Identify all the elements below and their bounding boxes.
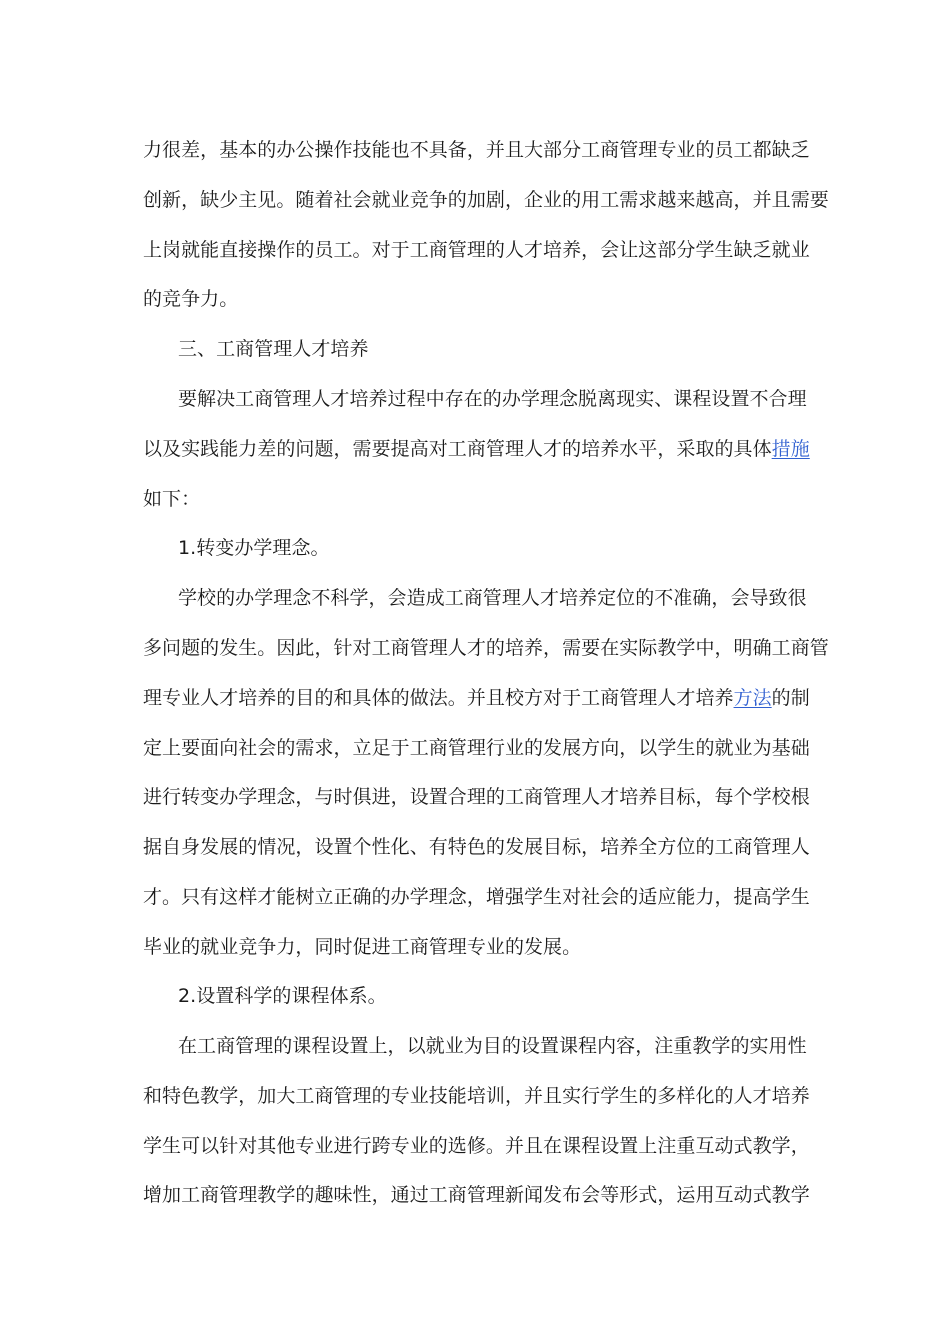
subsection-heading: 1.转变办学理念。 xyxy=(178,537,330,559)
body-line: 增加工商管理教学的趣味性，通过工商管理新闻发布会等形式，运用互动式教学 xyxy=(143,1184,810,1206)
line-text: 理专业人才培养的目的和具体的做法。并且校方对于工商管理人才培养 xyxy=(143,687,734,709)
measures-link[interactable]: 措施 xyxy=(771,438,810,460)
body-line xyxy=(143,683,810,713)
method-link[interactable]: 方法 xyxy=(733,687,772,709)
body-line: 进行转变办学理念，与时俱进，设置合理的工商管理人才培养目标，每个学校根 xyxy=(143,786,810,808)
body-line: 的竞争力。 xyxy=(143,288,239,310)
body-line: 多问题的发生。因此，针对工商管理人才的培养，需要在实际教学中，明确工商管 xyxy=(143,637,829,659)
body-line: 力很差，基本的办公操作技能也不具备，并且大部分工商管理专业的员工都缺乏 xyxy=(143,139,810,161)
body-line: 如下： xyxy=(143,488,201,510)
body-line: 定上要面向社会的需求，立足于工商管理行业的发展方向，以学生的就业为基础 xyxy=(143,737,810,759)
line-text: 的制 xyxy=(771,687,810,709)
subsection-heading: 2.设置科学的课程体系。 xyxy=(178,985,387,1007)
body-line: 和特色教学，加大工商管理的专业技能培训，并且实行学生的多样化的人才培养 xyxy=(143,1085,810,1107)
body-line: 据自身发展的情况，设置个性化、有特色的发展目标，培养全方位的工商管理人 xyxy=(143,836,810,858)
body-line xyxy=(143,434,810,464)
body-line: 才。只有这样才能树立正确的办学理念，增强学生对社会的适应能力，提高学生 xyxy=(143,886,810,908)
body-line: 学生可以针对其他专业进行跨专业的选修。并且在课程设置上注重互动式教学， xyxy=(143,1135,810,1157)
body-line: 上岗就能直接操作的员工。对于工商管理的人才培养，会让这部分学生缺乏就业 xyxy=(143,239,810,261)
section-heading: 三、工商管理人才培养 xyxy=(178,338,369,360)
body-line: 创新，缺少主见。随着社会就业竞争的加剧，企业的用工需求越来越高，并且需要 xyxy=(143,189,829,211)
paragraph-first-line: 学校的办学理念不科学，会造成工商管理人才培养定位的不准确，会导致很 xyxy=(178,587,807,609)
body-line: 毕业的就业竞争力，同时促进工商管理专业的发展。 xyxy=(143,936,582,958)
line-text: 以及实践能力差的问题，需要提高对工商管理人才的培养水平，采取的具体 xyxy=(143,438,772,460)
paragraph-first-line: 在工商管理的课程设置上，以就业为目的设置课程内容，注重教学的实用性 xyxy=(178,1035,807,1057)
paragraph-first-line: 要解决工商管理人才培养过程中存在的办学理念脱离现实、课程设置不合理 xyxy=(178,388,807,410)
